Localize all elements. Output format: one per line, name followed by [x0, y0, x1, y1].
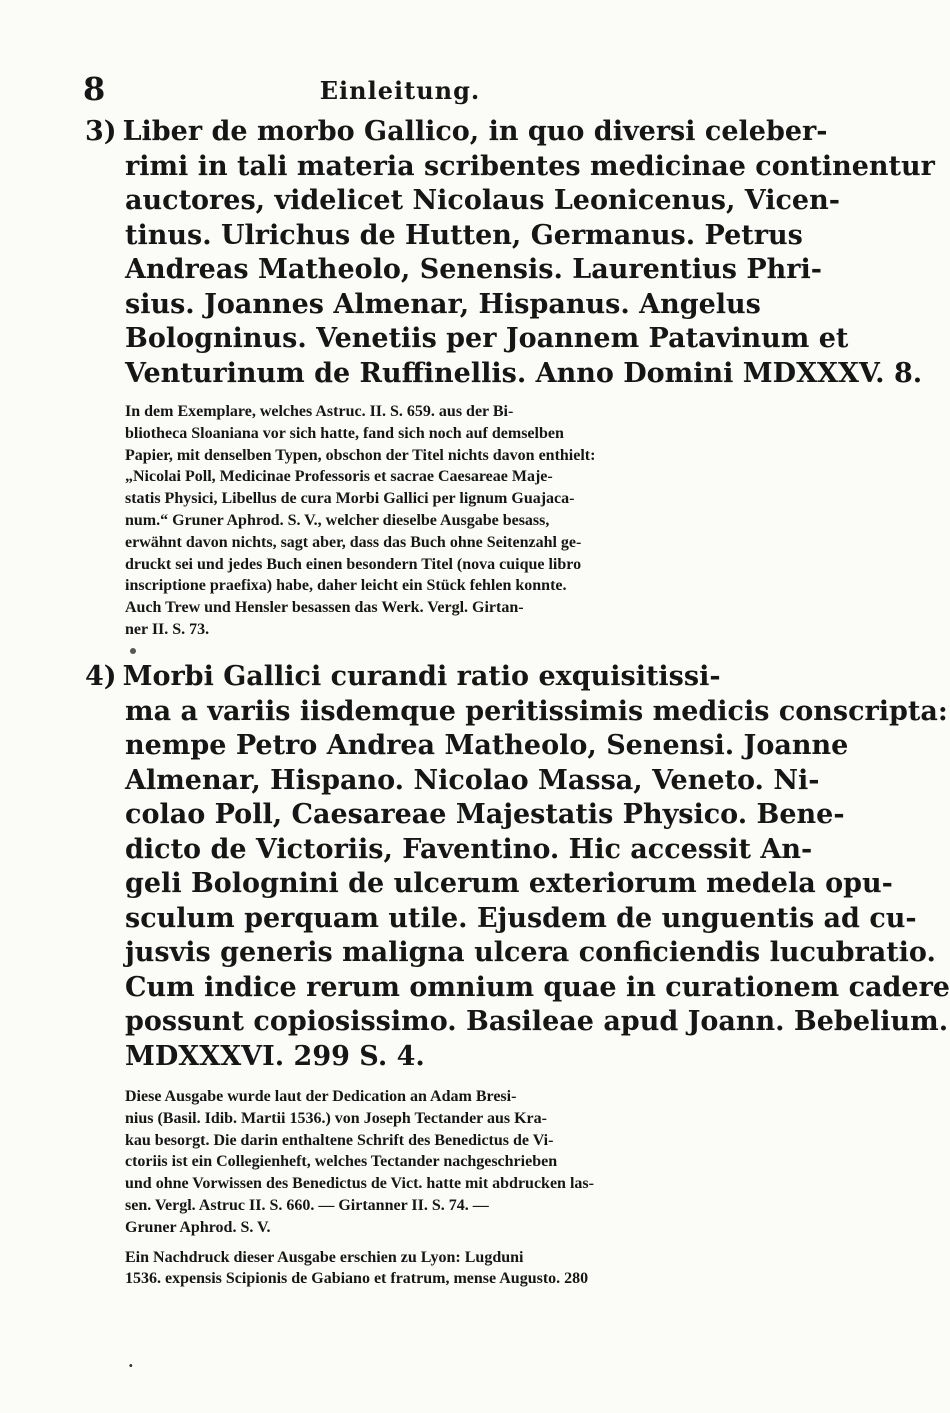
title-line: Liber de morbo Gallico, in quo diversi celeber-	[122, 116, 828, 147]
note-line: Ein Nachdruck dieser Ausgabe erschien zu Lyon: Lugduni	[125, 1248, 524, 1266]
title-line: auctores, videlicet Nicolaus Leonicenus, Vicen-	[125, 185, 840, 216]
note-line: Auch Trew und Hensler besassen das Werk. Vergl. Girtan-	[125, 599, 524, 617]
note-line: In dem Exemplare, welches Astruc. II. S. 659. aus der Bi-	[125, 403, 514, 420]
note-line: nius (Basil. Idib. Martii 1536.) von Joseph Tectander aus Kra-	[125, 1109, 547, 1127]
entry-number: 4)	[85, 661, 117, 692]
page-header	[0, 70, 800, 110]
note-line: num.“ Gruner Aphrod. S. V., welcher dieselbe Ausgabe besass,	[125, 511, 550, 529]
note-line: und ohne Vorwissen des Benedictus de Vict. hatte mit abdrucken las-	[125, 1175, 594, 1193]
entry-note	[85, 401, 735, 641]
note-line: druckt sei und jedes Buch einen besondern Titel (nova cuique libro	[125, 555, 582, 573]
title-line: dicto de Victoriis, Faventino. Hic accessit An-	[125, 833, 813, 865]
note-line: Diese Ausgabe wurde laut der Dedication an Adam Bresi-	[125, 1088, 517, 1105]
title-line: nempe Petro Andrea Matheolo, Senensi. Joanne	[125, 730, 849, 761]
section-divider-dot	[130, 648, 136, 654]
entry-note-reprint	[85, 1247, 735, 1291]
title-line: Almenar, Hispano. Nicolao Massa, Veneto. Ni-	[125, 764, 820, 796]
note-line: Papier, mit denselben Typen, obschon der Titel nichts davon enthielt:	[125, 446, 596, 464]
note-line: inscriptione praefixa) habe, daher leicht ein Stück fehlen konnte.	[125, 577, 567, 595]
entry-note	[85, 1086, 735, 1239]
note-line: ner II. S. 73.	[125, 620, 210, 638]
title-line: Cum indice rerum omnium quae in curationem cadere	[125, 971, 950, 1003]
title-line: Andreas Matheolo, Senensis. Laurentius Phri-	[125, 254, 822, 285]
title-line: sius. Joannes Almenar, Hispanus. Angelus	[125, 288, 761, 320]
note-line: sen. Vergl. Astruc II. S. 660. — Girtanner II. S. 74. —	[125, 1196, 489, 1214]
bibliography-entry-3	[85, 115, 935, 641]
running-head: Einleitung.	[319, 76, 481, 105]
title-line: rimi in tali materia scribentes medicinae continentur	[125, 150, 935, 182]
note-line: bliotheca Sloaniana vor sich hatte, fand sich noch auf demselben	[125, 424, 564, 442]
title-line: MDXXXVI. 299 S. 4.	[125, 1040, 425, 1072]
title-line: jusvis generis maligna ulcera conficiendis lucubratio.	[125, 937, 936, 968]
page-end-mark: ·	[128, 1356, 134, 1375]
title-line: tinus. Ulrichus de Hutten, Germanus. Petrus	[125, 219, 803, 251]
note-line: „Nicolai Poll, Medicinae Professoris et sacrae Caesareae Maje-	[125, 468, 553, 486]
title-line: ma a variis iisdemque peritissimis medicis conscripta:	[125, 695, 948, 727]
note-line: statis Physici, Libellus de cura Morbi Gallici per lignum Guajaca-	[125, 490, 575, 508]
note-line: Gruner Aphrod. S. V.	[125, 1218, 271, 1236]
entry-title	[85, 115, 935, 391]
note-line: ctoriis ist ein Collegienheft, welches Tectander nachgeschrieben	[125, 1153, 558, 1171]
title-line: geli Bolognini de ulcerum exteriorum medela opu-	[125, 868, 893, 899]
note-line: kau besorgt. Die darin enthaltene Schrift des Benedictus de Vi-	[125, 1131, 554, 1149]
note-line: 1536. expensis Scipionis de Gabiano et fratrum, mense Augusto. 280	[125, 1270, 589, 1288]
page-number: 8	[83, 70, 106, 108]
title-line: possunt copiosissimo. Basileae apud Joann. Bebelium.	[125, 1006, 949, 1037]
bibliography-entry-4	[85, 660, 950, 1290]
title-line: sculum perquam utile. Ejusdem de unguentis ad cu-	[125, 902, 917, 934]
note-line: erwähnt davon nichts, sagt aber, dass das Buch ohne Seitenzahl ge-	[125, 533, 582, 551]
entry-number: 3)	[85, 116, 117, 147]
title-line: colao Poll, Caesareae Majestatis Physico. Bene-	[125, 799, 845, 830]
title-line: Morbi Gallici curandi ratio exquisitissi-	[122, 661, 721, 692]
title-line: Venturinum de Ruffinellis. Anno Domini MDXXXV. 8.	[125, 357, 923, 389]
entry-title	[85, 660, 950, 1074]
title-line: Bologninus. Venetiis per Joannem Patavinum et	[125, 323, 849, 354]
